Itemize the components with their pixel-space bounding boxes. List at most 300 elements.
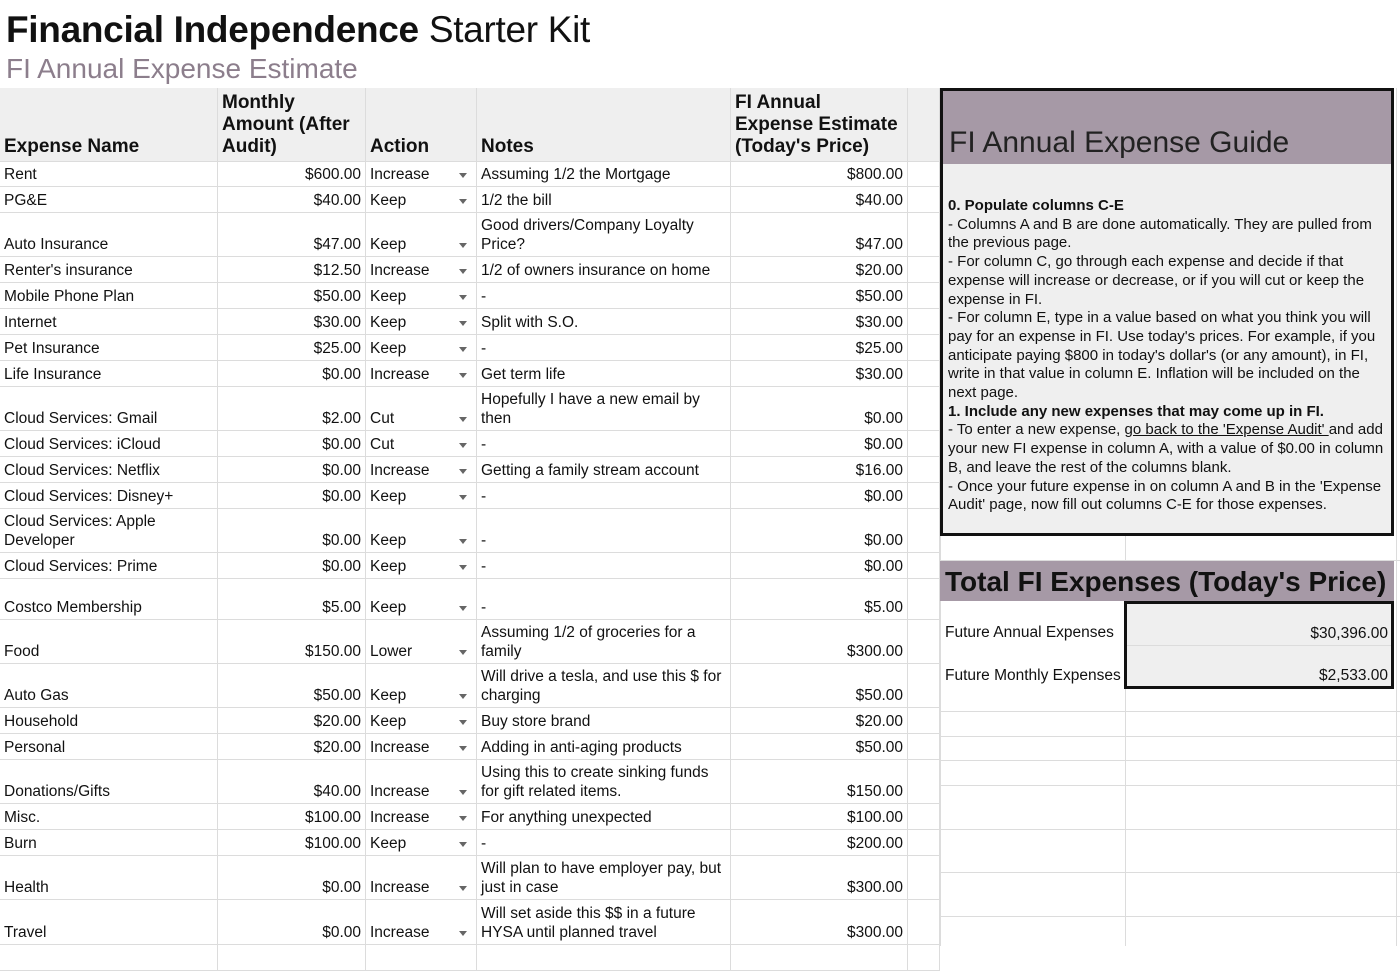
notes-cell[interactable] <box>477 283 731 308</box>
fi-estimate-cell[interactable] <box>731 483 908 508</box>
fi-estimate-cell-text: $47.00 <box>855 236 903 253</box>
table-header-row <box>0 88 940 162</box>
action-dropdown[interactable] <box>366 620 477 663</box>
notes-cell[interactable] <box>477 187 731 212</box>
fi-estimate-cell[interactable] <box>731 335 908 360</box>
notes-cell-text: Adding in anti-aging products <box>481 739 682 756</box>
table-row <box>0 760 940 804</box>
notes-cell-text: Will plan to have employer pay, but just in case <box>481 860 722 896</box>
fi-estimate-cell-text: $50.00 <box>855 739 903 756</box>
notes-cell[interactable] <box>477 431 731 456</box>
notes-cell[interactable] <box>477 664 731 707</box>
right-col-edge <box>1396 88 1397 946</box>
expense-name-cell[interactable] <box>0 553 218 578</box>
expense-name-cell[interactable] <box>0 457 218 482</box>
action-dropdown-text: Lower <box>370 643 413 660</box>
expense-name-cell[interactable] <box>0 760 218 803</box>
dropdown-arrow-icon[interactable] <box>459 347 467 352</box>
action-dropdown[interactable] <box>366 708 477 733</box>
notes-cell-text: - <box>481 340 487 357</box>
dropdown-arrow-icon[interactable] <box>459 269 467 274</box>
table-row <box>0 664 940 708</box>
action-dropdown-text: Keep <box>370 288 407 305</box>
action-dropdown[interactable] <box>366 187 477 212</box>
empty-cell[interactable] <box>908 431 940 456</box>
dropdown-arrow-icon[interactable] <box>459 694 467 699</box>
notes-cell[interactable] <box>477 620 731 663</box>
monthly-amount-cell[interactable] <box>218 483 366 508</box>
table-row <box>0 708 940 734</box>
expense-name-cell-text: Auto Gas <box>4 687 69 704</box>
row-line <box>1127 645 1391 646</box>
dropdown-arrow-icon[interactable] <box>459 606 467 611</box>
empty-cell[interactable] <box>908 664 940 707</box>
action-dropdown[interactable] <box>366 309 477 334</box>
action-dropdown[interactable] <box>366 804 477 829</box>
table-row <box>0 283 940 309</box>
page-title <box>6 8 590 52</box>
notes-cell-text: For anything unexpected <box>481 809 652 826</box>
expense-name-cell-text: Cloud Services: Apple Developer <box>4 513 156 549</box>
monthly-amount-cell-text: $20.00 <box>313 713 361 730</box>
action-dropdown[interactable] <box>366 553 477 578</box>
guide-step-0-text: - Columns A and B are done automatically. They are pulled from the previous page. <box>948 215 1372 252</box>
fi-estimate-cell[interactable] <box>731 760 908 803</box>
dropdown-arrow-icon[interactable] <box>459 720 467 725</box>
expense-name-cell[interactable] <box>0 620 218 663</box>
monthly-amount-cell[interactable] <box>218 257 366 282</box>
expense-name-cell[interactable] <box>0 213 218 256</box>
guide-step-1-text: - Once your future expense in on column A and B in the 'Expense Audit' page, now fill out columns C-E for those expenses. <box>948 477 1382 514</box>
table-row <box>0 483 940 509</box>
expense-name-cell[interactable] <box>0 283 218 308</box>
notes-cell[interactable] <box>477 856 731 899</box>
empty-cell[interactable] <box>908 509 940 552</box>
action-dropdown-text: Keep <box>370 340 407 357</box>
expense-name-cell[interactable] <box>0 387 218 430</box>
table-row <box>0 734 940 760</box>
fi-estimate-cell[interactable] <box>731 257 908 282</box>
expense-name-cell-text: Misc. <box>4 809 41 826</box>
empty-cell[interactable] <box>908 162 940 186</box>
table-row <box>0 804 940 830</box>
notes-cell[interactable] <box>477 830 731 855</box>
fi-estimate-cell[interactable] <box>731 830 908 855</box>
table-row <box>0 830 940 856</box>
notes-cell-text: - <box>481 288 487 305</box>
expense-name-cell-text: Burn <box>4 835 37 852</box>
table-row <box>0 213 940 257</box>
monthly-amount-cell-text: $0.00 <box>322 462 361 479</box>
dropdown-arrow-icon[interactable] <box>459 243 467 248</box>
expense-name-cell-text: Food <box>4 643 40 660</box>
notes-cell[interactable] <box>477 708 731 733</box>
empty-cell[interactable] <box>908 553 940 578</box>
action-dropdown-text: Increase <box>370 462 430 479</box>
notes-cell[interactable] <box>477 509 731 552</box>
expense-name-cell[interactable] <box>0 335 218 360</box>
empty-cell[interactable] <box>908 760 940 803</box>
fi-estimate-cell[interactable] <box>731 579 908 619</box>
table-row <box>0 361 940 387</box>
action-dropdown-text: Increase <box>370 783 430 800</box>
action-dropdown-text: Keep <box>370 532 407 549</box>
guide-text: and add your new FI expense in column A, with a value of $0.00 in column B, and leave the rest of the columns blank. <box>948 421 1384 476</box>
empty-cell[interactable] <box>908 335 940 360</box>
expense-name-cell[interactable] <box>0 162 218 186</box>
action-dropdown[interactable] <box>366 509 477 552</box>
fi-estimate-cell[interactable] <box>731 361 908 386</box>
notes-cell-text: Split with S.O. <box>481 314 579 331</box>
empty-cell[interactable] <box>908 387 940 430</box>
table-row <box>0 387 940 431</box>
totals-title: Total FI Expenses (Today's Price) <box>945 566 1387 597</box>
empty-cell[interactable] <box>908 804 940 829</box>
expense-name-cell[interactable] <box>0 309 218 334</box>
expense-name-cell-text: Internet <box>4 314 57 331</box>
empty-cell[interactable] <box>477 945 731 970</box>
monthly-amount-cell[interactable] <box>218 734 366 759</box>
header-expense-name[interactable]: Expense Name <box>0 88 218 161</box>
expense-name-cell[interactable] <box>0 431 218 456</box>
dropdown-arrow-icon[interactable] <box>459 495 467 500</box>
empty-cell[interactable] <box>908 257 940 282</box>
action-dropdown-text: Increase <box>370 809 430 826</box>
fi-estimate-cell[interactable] <box>731 431 908 456</box>
empty-cell[interactable] <box>908 708 940 733</box>
action-dropdown-text: Increase <box>370 924 430 941</box>
fi-estimate-cell-text: $300.00 <box>846 643 903 660</box>
dropdown-arrow-icon[interactable] <box>459 842 467 847</box>
notes-cell-text: - <box>481 532 487 549</box>
action-dropdown[interactable] <box>366 335 477 360</box>
fi-estimate-cell-text: $50.00 <box>855 288 903 305</box>
row-line <box>940 760 1400 761</box>
table-row <box>0 856 940 900</box>
dropdown-arrow-icon[interactable] <box>459 816 467 821</box>
expense-name-cell[interactable] <box>0 664 218 707</box>
guide-step-0-text: - For column E, type in a value based on what you think you will pay for an expense in FI. Use today's prices. For example, if you anticipate paying $800 in today's dollar's (or any amount), in FI, write in that value in column E. Inflation will be included on the next page. <box>948 309 1376 402</box>
expense-name-cell[interactable] <box>0 856 218 899</box>
row-line <box>940 916 1400 917</box>
expense-name-cell-text: Cloud Services: Gmail <box>4 410 158 427</box>
expense-name-cell-text: Cloud Services: Prime <box>4 558 158 575</box>
annual-expenses-value[interactable]: $30,396.00 <box>1310 625 1388 642</box>
notes-cell[interactable] <box>477 335 731 360</box>
fi-estimate-cell[interactable] <box>731 856 908 899</box>
dropdown-arrow-icon[interactable] <box>459 321 467 326</box>
fi-estimate-cell-text: $0.00 <box>864 410 903 427</box>
monthly-amount-cell[interactable] <box>218 509 366 552</box>
action-dropdown[interactable] <box>366 579 477 619</box>
title-bold: Financial Independence <box>6 9 419 50</box>
action-dropdown[interactable] <box>366 483 477 508</box>
monthly-amount-cell[interactable] <box>218 900 366 944</box>
action-dropdown-text: Keep <box>370 599 407 616</box>
fi-estimate-cell[interactable] <box>731 734 908 759</box>
empty-cell[interactable] <box>908 734 940 759</box>
expense-name-cell[interactable] <box>0 708 218 733</box>
notes-cell[interactable] <box>477 734 731 759</box>
monthly-amount-cell[interactable] <box>218 579 366 619</box>
action-dropdown[interactable] <box>366 213 477 256</box>
table-row <box>0 335 940 361</box>
empty-cell[interactable] <box>0 945 218 970</box>
monthly-amount-cell[interactable] <box>218 553 366 578</box>
fi-estimate-cell[interactable] <box>731 553 908 578</box>
table-row <box>0 431 940 457</box>
guide-title: FI Annual Expense Guide <box>949 126 1290 159</box>
dropdown-arrow-icon[interactable] <box>459 650 467 655</box>
dropdown-arrow-icon[interactable] <box>459 565 467 570</box>
notes-cell-text: Assuming 1/2 the Mortgage <box>481 166 671 183</box>
expense-name-cell-text: Rent <box>4 166 37 183</box>
action-dropdown-text: Keep <box>370 192 407 209</box>
notes-cell-text: Will set aside this $$ in a future HYSA until planned travel <box>481 905 696 941</box>
fi-estimate-cell[interactable] <box>731 213 908 256</box>
empty-cell[interactable] <box>908 213 940 256</box>
action-dropdown[interactable] <box>366 734 477 759</box>
expense-name-cell[interactable] <box>0 361 218 386</box>
action-dropdown[interactable] <box>366 664 477 707</box>
notes-cell[interactable] <box>477 804 731 829</box>
expense-name-cell[interactable] <box>0 257 218 282</box>
action-dropdown[interactable] <box>366 856 477 899</box>
empty-cell[interactable] <box>908 457 940 482</box>
table-row <box>0 257 940 283</box>
notes-cell-text: Get term life <box>481 366 566 383</box>
header-empty-cell[interactable] <box>908 88 940 161</box>
notes-cell[interactable] <box>477 900 731 944</box>
notes-cell-text: 1/2 of owners insurance on home <box>481 262 711 279</box>
action-dropdown[interactable] <box>366 283 477 308</box>
header-fi-estimate[interactable]: FI Annual Expense Estimate (Today's Price) <box>731 88 908 161</box>
action-dropdown-text: Increase <box>370 166 430 183</box>
monthly-amount-cell[interactable] <box>218 309 366 334</box>
expense-name-cell[interactable] <box>0 579 218 619</box>
fi-estimate-cell-text: $16.00 <box>855 462 903 479</box>
action-dropdown[interactable] <box>366 457 477 482</box>
notes-cell[interactable] <box>477 553 731 578</box>
fi-estimate-cell-text: $300.00 <box>846 879 903 896</box>
notes-cell[interactable] <box>477 309 731 334</box>
monthly-amount-cell[interactable] <box>218 664 366 707</box>
notes-cell-text: Using this to create sinking funds for gift related items. <box>481 764 709 800</box>
dropdown-arrow-icon[interactable] <box>459 886 467 891</box>
empty-cell[interactable] <box>908 187 940 212</box>
notes-cell-text: Buy store brand <box>481 713 591 730</box>
notes-cell[interactable] <box>477 361 731 386</box>
fi-estimate-cell[interactable] <box>731 283 908 308</box>
monthly-amount-cell[interactable] <box>218 830 366 855</box>
expense-name-cell[interactable] <box>0 900 218 944</box>
dropdown-arrow-icon[interactable] <box>459 443 467 448</box>
monthly-amount-cell-text: $0.00 <box>322 532 361 549</box>
action-dropdown[interactable] <box>366 162 477 186</box>
monthly-amount-cell[interactable] <box>218 431 366 456</box>
fi-estimate-cell-text: $20.00 <box>855 262 903 279</box>
expense-name-cell-text: Personal <box>4 739 66 756</box>
dropdown-arrow-icon[interactable] <box>459 199 467 204</box>
expense-name-cell-text: Cloud Services: iCloud <box>4 436 161 453</box>
monthly-amount-cell[interactable] <box>218 457 366 482</box>
notes-cell-text: - <box>481 436 487 453</box>
notes-cell[interactable] <box>477 483 731 508</box>
monthly-amount-cell[interactable] <box>218 213 366 256</box>
notes-cell-text: Will drive a tesla, and use this $ for charging <box>481 668 722 704</box>
dropdown-arrow-icon[interactable] <box>459 790 467 795</box>
empty-cell[interactable] <box>366 945 477 970</box>
notes-cell[interactable] <box>477 257 731 282</box>
fi-estimate-cell[interactable] <box>731 457 908 482</box>
empty-cell[interactable] <box>908 361 940 386</box>
empty-cell[interactable] <box>908 900 940 944</box>
monthly-amount-cell-text: $0.00 <box>322 436 361 453</box>
monthly-amount-cell[interactable] <box>218 162 366 186</box>
fi-estimate-cell-text: $0.00 <box>864 488 903 505</box>
action-dropdown[interactable] <box>366 760 477 803</box>
notes-cell-text: - <box>481 488 487 505</box>
monthly-amount-cell[interactable] <box>218 361 366 386</box>
table-row <box>0 553 940 579</box>
dropdown-arrow-icon[interactable] <box>459 417 467 422</box>
dropdown-arrow-icon[interactable] <box>459 931 467 936</box>
monthly-amount-cell[interactable] <box>218 760 366 803</box>
empty-cell[interactable] <box>218 945 366 970</box>
action-dropdown[interactable] <box>366 387 477 430</box>
fi-estimate-cell-text: $150.00 <box>846 783 903 800</box>
notes-cell[interactable] <box>477 579 731 619</box>
monthly-amount-cell-text: $30.00 <box>313 314 361 331</box>
notes-cell[interactable] <box>477 162 731 186</box>
fi-estimate-cell[interactable] <box>731 309 908 334</box>
fi-estimate-cell[interactable] <box>731 620 908 663</box>
expense-name-cell[interactable] <box>0 187 218 212</box>
notes-cell[interactable] <box>477 760 731 803</box>
fi-estimate-cell-text: $5.00 <box>864 599 903 616</box>
monthly-amount-cell[interactable] <box>218 187 366 212</box>
dropdown-arrow-icon[interactable] <box>459 469 467 474</box>
expense-name-cell[interactable] <box>0 830 218 855</box>
fi-estimate-cell-text: $50.00 <box>855 687 903 704</box>
action-dropdown-text: Cut <box>370 436 395 453</box>
expense-name-cell[interactable] <box>0 804 218 829</box>
empty-cell[interactable] <box>908 309 940 334</box>
dropdown-arrow-icon[interactable] <box>459 173 467 178</box>
monthly-amount-cell[interactable] <box>218 387 366 430</box>
monthly-amount-cell-text: $5.00 <box>322 599 361 616</box>
dropdown-arrow-icon[interactable] <box>459 373 467 378</box>
guide-body <box>948 197 1389 515</box>
action-dropdown-text: Keep <box>370 687 407 704</box>
fi-estimate-cell[interactable] <box>731 162 908 186</box>
action-dropdown[interactable] <box>366 830 477 855</box>
expense-name-cell-text: Household <box>4 713 79 730</box>
header-monthly-amount[interactable]: Monthly Amount (After Audit) <box>218 88 366 161</box>
dropdown-arrow-icon[interactable] <box>459 539 467 544</box>
guide-step-0-heading: 0. Populate columns C-E <box>948 197 1124 214</box>
fi-estimate-cell[interactable] <box>731 804 908 829</box>
fi-estimate-cell[interactable] <box>731 708 908 733</box>
expense-table <box>0 88 940 971</box>
expense-audit-link[interactable]: go back to the 'Expense Audit' <box>1124 421 1329 439</box>
fi-estimate-cell[interactable] <box>731 900 908 944</box>
empty-cell[interactable] <box>908 579 940 619</box>
fi-estimate-cell-text: $800.00 <box>846 166 903 183</box>
fi-estimate-cell-text: $0.00 <box>864 558 903 575</box>
table-row <box>0 620 940 664</box>
action-dropdown[interactable] <box>366 431 477 456</box>
empty-cell[interactable] <box>908 945 940 970</box>
action-dropdown-text: Cut <box>370 410 395 427</box>
monthly-amount-cell[interactable] <box>218 804 366 829</box>
row-line <box>940 711 1400 712</box>
fi-estimate-cell-text: $100.00 <box>846 809 903 826</box>
fi-estimate-cell[interactable] <box>731 664 908 707</box>
empty-cell[interactable] <box>731 945 908 970</box>
action-dropdown[interactable] <box>366 900 477 944</box>
header-action[interactable]: Action <box>366 88 477 161</box>
monthly-amount-cell-text: $47.00 <box>313 236 361 253</box>
header-notes[interactable]: Notes <box>477 88 731 161</box>
monthly-amount-cell[interactable] <box>218 335 366 360</box>
monthly-expenses-label: Future Monthly Expenses <box>945 667 1121 684</box>
table-row <box>0 509 940 553</box>
fi-estimate-cell-text: $20.00 <box>855 713 903 730</box>
empty-cell[interactable] <box>908 283 940 308</box>
monthly-amount-cell[interactable] <box>218 620 366 663</box>
monthly-amount-cell-text: $600.00 <box>304 166 361 183</box>
fi-estimate-cell-text: $30.00 <box>855 314 903 331</box>
dropdown-arrow-icon[interactable] <box>459 746 467 751</box>
action-dropdown-text: Keep <box>370 835 407 852</box>
fi-estimate-cell[interactable] <box>731 509 908 552</box>
fi-estimate-cell[interactable] <box>731 187 908 212</box>
monthly-amount-cell-text: $0.00 <box>322 488 361 505</box>
expense-name-cell[interactable] <box>0 734 218 759</box>
empty-cell[interactable] <box>908 830 940 855</box>
action-dropdown[interactable] <box>366 361 477 386</box>
dropdown-arrow-icon[interactable] <box>459 295 467 300</box>
notes-cell[interactable] <box>477 213 731 256</box>
notes-cell[interactable] <box>477 387 731 430</box>
monthly-amount-cell[interactable] <box>218 856 366 899</box>
monthly-expenses-value[interactable]: $2,533.00 <box>1319 667 1388 684</box>
expense-name-cell[interactable] <box>0 509 218 552</box>
notes-cell[interactable] <box>477 457 731 482</box>
monthly-amount-cell-text: $0.00 <box>322 558 361 575</box>
empty-cell[interactable] <box>908 483 940 508</box>
empty-cell[interactable] <box>908 620 940 663</box>
action-dropdown-text: Keep <box>370 713 407 730</box>
expense-name-cell-text: PG&E <box>4 192 48 209</box>
fi-expense-guide <box>940 88 1394 536</box>
monthly-amount-cell-text: $40.00 <box>313 192 361 209</box>
monthly-amount-cell[interactable] <box>218 283 366 308</box>
monthly-amount-cell[interactable] <box>218 708 366 733</box>
expense-name-cell-text: Pet Insurance <box>4 340 100 357</box>
monthly-amount-cell-text: $25.00 <box>313 340 361 357</box>
action-dropdown[interactable] <box>366 257 477 282</box>
empty-cell[interactable] <box>908 856 940 899</box>
table-row <box>0 309 940 335</box>
totals-values-box <box>1124 601 1394 689</box>
monthly-amount-cell-text: $12.50 <box>313 262 361 279</box>
notes-cell-text: - <box>481 835 487 852</box>
fi-estimate-cell-text: $25.00 <box>855 340 903 357</box>
fi-estimate-cell[interactable] <box>731 387 908 430</box>
expense-name-cell[interactable] <box>0 483 218 508</box>
